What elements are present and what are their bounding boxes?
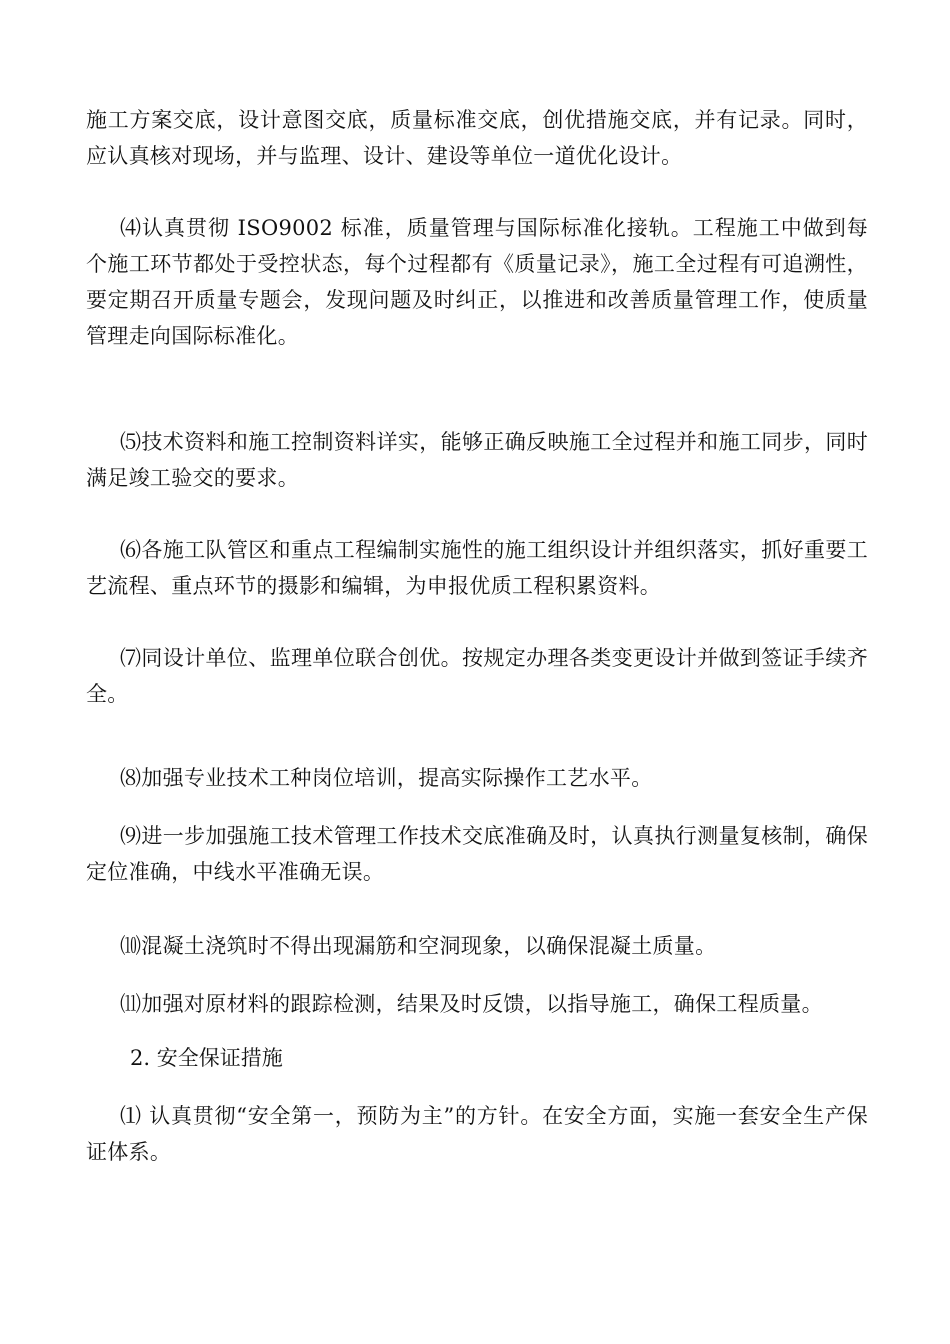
paragraph-item-8: ⑻加强专业技术工种岗位培训，提高实际操作工艺水平。	[120, 766, 653, 790]
paragraph-continuation: 施工方案交底，设计意图交底，质量标准交底，创优措施交底，并有记录。同时，应认真核对现场，并与监理、设计、建设等单位一道优化设计。	[86, 108, 868, 168]
paragraph-item-7: ⑺同设计单位、监理单位联合创优。按规定办理各类变更设计并做到签证手续齐全。	[86, 646, 868, 706]
paragraph-item-4: ⑷认真贯彻 ISO9002 标准，质量管理与国际标准化接轨。工程施工中做到每个施工环节都处于受控状态，每个过程都有《质量记录》，施工全过程有可追溯性，要定期召开质量专题会，发现问题及时纠正，以推进和改善质量管理工作，使质量管理走向国际标准化。	[86, 216, 868, 348]
paragraph-safety-1: ⑴ 认真贯彻“安全第一，预防为主”的方针。在安全方面，实施一套安全生产保证体系。	[86, 1104, 868, 1164]
paragraph-item-9: ⑼进一步加强施工技术管理工作技术交底准确及时，认真执行测量复核制，确保定位准确，中线水平准确无误。	[86, 824, 868, 884]
paragraph-item-11: ⑾加强对原材料的跟踪检测，结果及时反馈，以指导施工，确保工程质量。	[120, 992, 823, 1016]
section-heading: 2. 安全保证措施	[130, 1046, 283, 1070]
paragraph-item-10: ⑽混凝土浇筑时不得出现漏筋和空洞现象，以确保混凝土质量。	[120, 934, 717, 958]
paragraph-item-5: ⑸技术资料和施工控制资料详实，能够正确反映施工全过程并和施工同步，同时满足竣工验交的要求。	[86, 430, 868, 490]
paragraph-item-6: ⑹各施工队管区和重点工程编制实施性的施工组织设计并组织落实，抓好重要工艺流程、重点环节的摄影和编辑，为申报优质工程积累资料。	[86, 538, 868, 598]
